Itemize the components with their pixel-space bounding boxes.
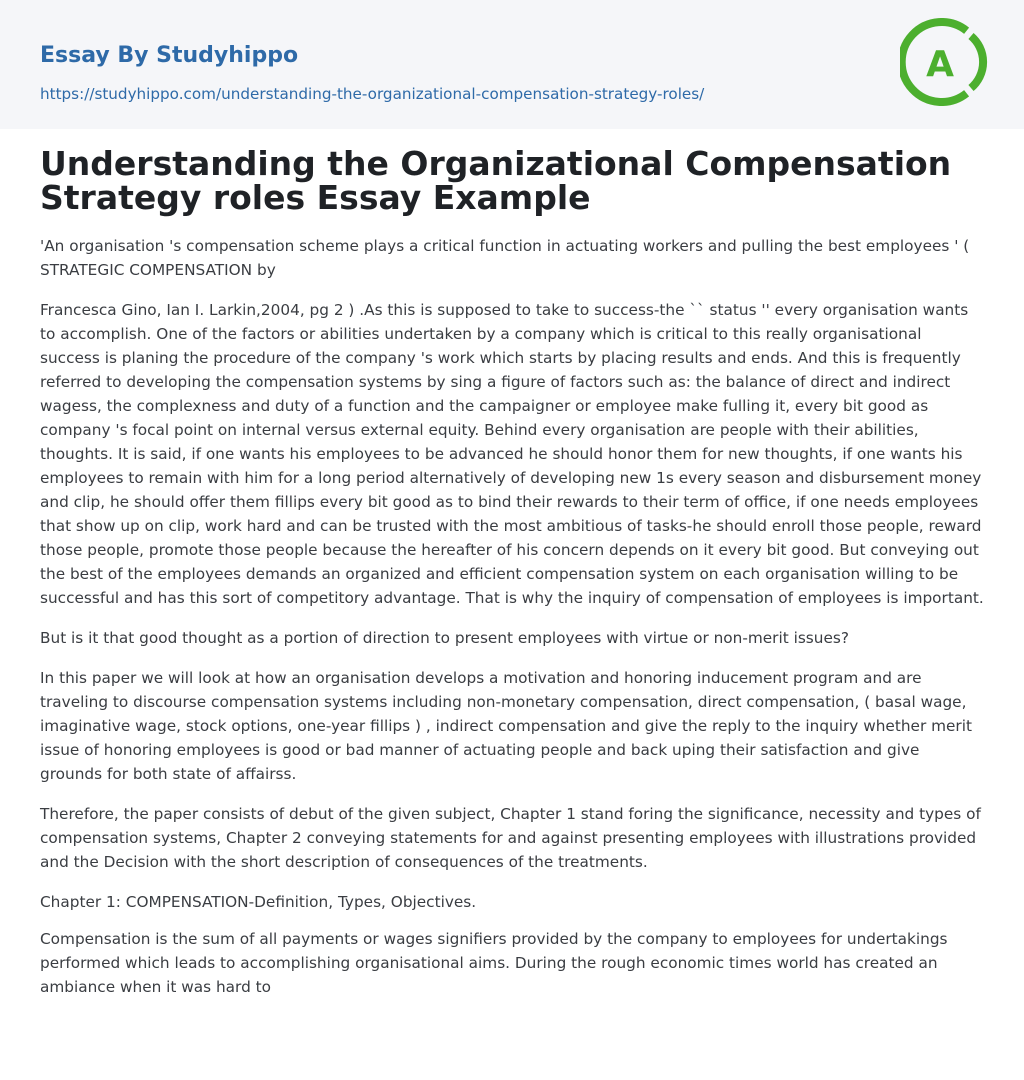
article: [40, 144, 984, 999]
article-paragraph: 'An organisation 's compensation scheme plays a critical function in actuating workers and pulling the best employees ' ( STRATEGIC COMPENSATION by: [40, 237, 970, 279]
article-paragraph: Francesca Gino, Ian I. Larkin,2004, pg 2 ) .As this is supposed to take to success-the `` status '' every organisation wants to accomplish. One of the factors or abilities undertaken by a company which is critical to this really organisational success is planing the procedure of the company 's work which starts by placing results and ends. And this is frequently referred to developing the compensation systems by sing a figure of factors such as: the balance of direct and indirect wagess, the complexness and duty of a function and the campaigner or employee make fulling it, every bit good as company 's focal point on internal versus external equity. Behind every organisation are people with their abilities, thoughts. It is said, if one wants his employees to be advanced he should honor them for new thoughts, if one wants his employees to remain with him for a long period alternatively of developing new 1s every season and disbursement money and clip, he should offer them fillips every bit good as to bind their rewards to their term of office, if one needs employees that show up on clip, work hard and can be trusted with the most ambitious of tasks-he should enroll those people, reward those people, promote those people because the hereafter of his concern depends on it every bit good. But conveying out the best of the employees demands an organized and efficient compensation system on each organisation willing to be successful and has this sort of competitory advantage. That is why the inquiry of compensation of employees is important.: [40, 301, 984, 607]
article-paragraph: But is it that good thought as a portion of direction to present employees with virtue or non-merit issues?: [40, 629, 849, 647]
site-brand[interactable]: Essay By Studyhippo: [40, 43, 299, 68]
chapter-heading: Chapter 1: COMPENSATION-Definition, Types, Objectives.: [40, 893, 477, 911]
logo-letter: A: [926, 44, 954, 85]
article-paragraph: Compensation is the sum of all payments or wages signifiers provided by the company to employees for undertakings performed which leads to accomplishing organisational aims. During the rough economic times world has created an ambiance when it was hard to: [40, 930, 948, 996]
site-header: [0, 0, 1024, 129]
page-url-link[interactable]: https://studyhippo.com/understanding-the-organizational-compensation-strategy-roles/: [40, 85, 705, 103]
article-paragraph: In this paper we will look at how an organisation develops a motivation and honoring inducement program and are traveling to discourse compensation systems including non-monetary compensation, direct compensation, ( basal wage, imaginative wage, stock options, one-year fillips ) , indirect compensation and give the reply to the inquiry whether merit issue of honoring employees is good or bad manner of actuating people and back uping their satisfaction and give grounds for both state of affairss.: [40, 669, 972, 783]
article-title: Understanding the Organizational Compensation Strategy roles Essay Example: [40, 144, 952, 217]
article-paragraph: Therefore, the paper consists of debut of the given subject, Chapter 1 stand foring the significance, necessity and types of compensation systems, Chapter 2 conveying statements for and against presenting employees with illustrations provided and the Decision with the short description of consequences of the treatments.: [40, 805, 981, 871]
studyhippo-logo-icon[interactable]: [900, 18, 988, 106]
